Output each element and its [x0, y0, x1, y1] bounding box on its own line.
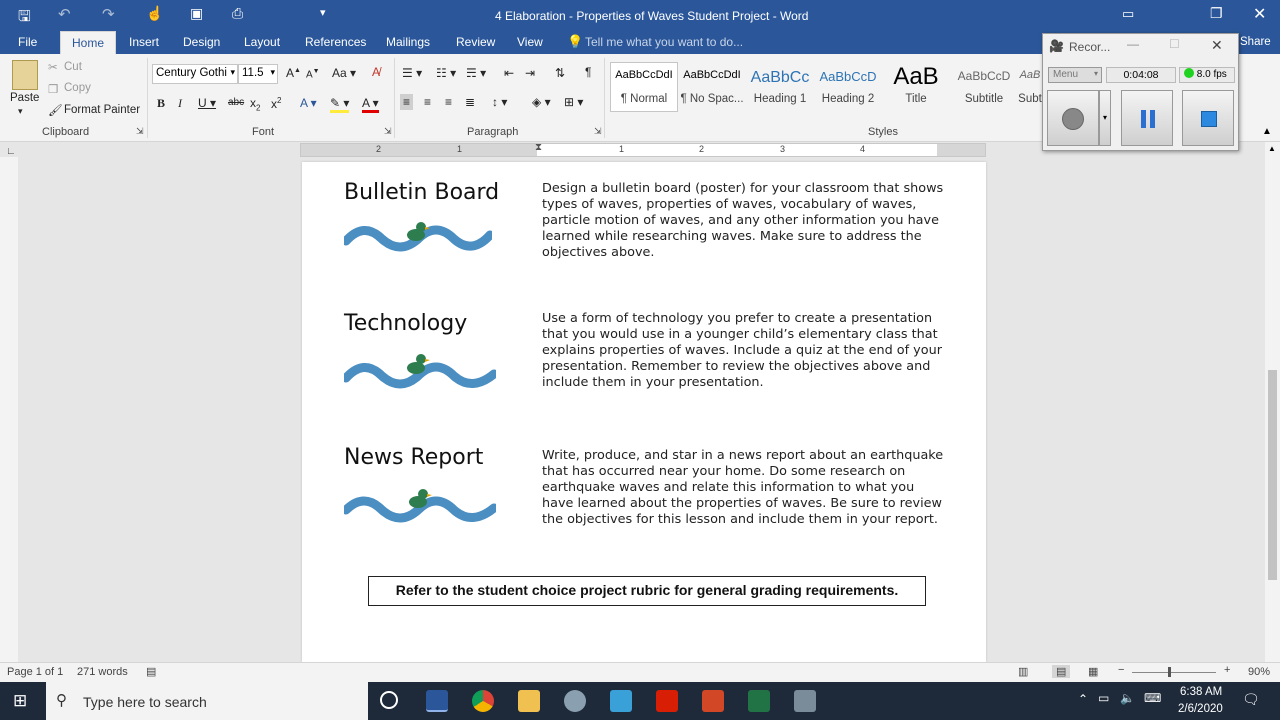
- style-no-spacing[interactable]: [678, 62, 746, 112]
- clock-time[interactable]: 6:38 AM: [1180, 686, 1223, 698]
- style-name: ¶ No Spac...: [680, 93, 744, 105]
- zoom-level[interactable]: 90%: [1248, 666, 1271, 678]
- paste-button[interactable]: Paste: [10, 92, 40, 104]
- copy-button[interactable]: Copy: [64, 82, 91, 94]
- tab-file[interactable]: File: [18, 35, 38, 49]
- style-name: Subt: [1018, 93, 1042, 105]
- style-sample: AaB: [893, 63, 939, 90]
- chevron-down-icon[interactable]: ▾: [230, 67, 235, 77]
- zoom-thumb[interactable]: [1168, 667, 1171, 677]
- taskbar: [0, 682, 1280, 720]
- print-preview-icon[interactable]: ⎙: [232, 5, 244, 21]
- scroll-thumb[interactable]: [1268, 370, 1277, 580]
- web-layout-icon[interactable]: ▦: [1088, 666, 1099, 678]
- section-text: Use a form of technology you prefer to create a presentation that you would use in a younger child’s elementary class that explains properties of waves. Include a quiz at the end of your presentation. Remember to review the objectives above and include them in your presentation.: [542, 311, 942, 390]
- vertical-scrollbar[interactable]: [1265, 142, 1280, 662]
- clipboard-launcher-icon[interactable]: ⇲: [136, 126, 144, 136]
- shrink-font-icon[interactable]: A▼: [306, 68, 320, 81]
- style-sample: AaBbCcD: [957, 69, 1011, 83]
- print-layout-icon[interactable]: ▤: [1052, 665, 1070, 678]
- tab-insert[interactable]: Insert: [129, 35, 160, 49]
- zoom-out-icon[interactable]: −: [1118, 664, 1125, 676]
- highlight-icon[interactable]: ✎ ▾: [330, 96, 349, 113]
- recorder-fps: 8.0 fps: [1196, 69, 1227, 80]
- font-size-value: 11.5: [242, 67, 264, 79]
- rubric-box: Refer to the student choice project rubric for general grading requirements.: [368, 576, 926, 606]
- shading-icon[interactable]: ◈ ▾: [532, 95, 551, 109]
- tab-home[interactable]: Home: [60, 31, 116, 54]
- zoom-in-icon[interactable]: +: [1224, 664, 1231, 676]
- notes-icon[interactable]: [610, 690, 632, 712]
- style-sample: AaBbCcD: [819, 69, 877, 84]
- recorder-title: Recor...: [1069, 40, 1111, 54]
- word-icon[interactable]: [426, 690, 448, 712]
- minimize-icon[interactable]: —: [1127, 37, 1139, 51]
- subscript-icon[interactable]: $x_2$: [250, 96, 261, 113]
- paste-dropdown-icon[interactable]: ▾: [18, 106, 23, 116]
- stop-button[interactable]: [1182, 90, 1234, 146]
- italic-icon[interactable]: I: [178, 96, 182, 110]
- search-icon: ⚲: [56, 692, 67, 709]
- close-icon[interactable]: ✕: [1211, 37, 1223, 53]
- clock-date[interactable]: 2/6/2020: [1178, 703, 1223, 715]
- style-name: ¶ Normal: [620, 93, 668, 105]
- document-page[interactable]: [302, 162, 986, 662]
- style-name: Title: [905, 93, 927, 105]
- style-sample: AaBbCc: [750, 69, 810, 86]
- font-color-icon[interactable]: A ▾: [362, 96, 379, 113]
- tab-references[interactable]: References: [305, 35, 367, 49]
- search-placeholder: Type here to search: [83, 694, 207, 710]
- taskbar-search-box[interactable]: [46, 682, 368, 720]
- style-title[interactable]: [882, 62, 950, 112]
- section-heading: Bulletin Board: [344, 180, 500, 205]
- zoom-slider[interactable]: [1132, 672, 1216, 673]
- font-size-box[interactable]: [238, 64, 278, 84]
- proofing-icon[interactable]: ▤: [146, 666, 157, 678]
- tab-mailings[interactable]: Mailings: [386, 35, 431, 49]
- chrome-icon[interactable]: [472, 690, 494, 712]
- show-hidden-icons[interactable]: ⌃: [1078, 692, 1089, 706]
- redo-icon[interactable]: ↷: [102, 6, 115, 23]
- record-button[interactable]: [1047, 90, 1099, 146]
- recorder-time-display: [1106, 67, 1176, 83]
- recorder-fps-display: [1179, 67, 1235, 83]
- clear-formatting-icon[interactable]: A̸: [372, 65, 381, 79]
- wave-duck-icon: [344, 217, 492, 253]
- lightbulb-icon: 💡: [567, 34, 584, 49]
- justify-icon[interactable]: ≣: [465, 95, 476, 109]
- restore-icon[interactable]: ❐: [1210, 5, 1223, 21]
- show-marks-icon[interactable]: ¶: [585, 65, 592, 79]
- horizontal-ruler[interactable]: [300, 143, 986, 157]
- tab-layout[interactable]: Layout: [244, 35, 281, 49]
- strikethrough-icon[interactable]: abc: [228, 97, 245, 108]
- chevron-down-icon: ▾: [1102, 113, 1107, 122]
- stop-icon: [1201, 111, 1217, 127]
- tab-review[interactable]: Review: [456, 35, 496, 49]
- undo-icon[interactable]: ↶: [58, 6, 71, 23]
- tell-me-box[interactable]: Tell me what you want to do...: [585, 35, 744, 49]
- style-heading-2[interactable]: [814, 62, 882, 112]
- record-icon: [1062, 108, 1084, 130]
- recorder-taskbar-icon[interactable]: [794, 690, 816, 712]
- superscript-icon[interactable]: $x^2$: [271, 96, 282, 111]
- font-group-label: Font: [252, 126, 275, 138]
- tab-selector-icon[interactable]: ∟: [6, 146, 16, 157]
- pause-button[interactable]: [1121, 90, 1173, 146]
- format-painter-button[interactable]: Format Painter: [64, 104, 141, 116]
- recorder-menu-button[interactable]: [1048, 67, 1102, 83]
- ruler-number: 2: [699, 144, 705, 154]
- touch-mode-icon[interactable]: ☝: [146, 5, 164, 21]
- record-options-button[interactable]: [1099, 90, 1111, 146]
- maximize-icon[interactable]: ☐: [1169, 37, 1180, 51]
- recorder-app-icon: 🎥: [1049, 39, 1064, 53]
- notifications-icon[interactable]: 🗨: [1242, 691, 1260, 707]
- styles-group-label: Styles: [868, 126, 898, 138]
- indent-marker-icon[interactable]: ⧗: [535, 142, 543, 153]
- title-bar: [0, 0, 1280, 31]
- tab-view[interactable]: View: [517, 35, 543, 49]
- chevron-down-icon: ▾: [1093, 69, 1098, 78]
- section-text: Write, produce, and star in a news report about an earthquake that has occurred near your home. Do some research on earthquake waves and relate this information to what you have learned about the properties of waves. Be sure to review the objectives for this lesson and include them in your report.: [542, 448, 944, 527]
- section-heading: Technology: [344, 311, 468, 336]
- powerpoint-icon[interactable]: [702, 690, 724, 712]
- cut-icon[interactable]: ✂: [48, 62, 58, 74]
- word-count[interactable]: 271 words: [77, 666, 128, 678]
- style-name: Subtitle: [964, 93, 1004, 105]
- style-sample: AaB: [1019, 69, 1041, 81]
- section-heading: News Report: [344, 445, 484, 470]
- underline-icon[interactable]: U ▾: [198, 96, 217, 110]
- style-sample: AaBbCcDdI: [615, 69, 673, 81]
- status-bar: [0, 662, 1280, 682]
- share-button[interactable]: Share: [1240, 36, 1271, 48]
- style-name: Heading 1: [753, 93, 807, 105]
- windows-start-icon[interactable]: ⊞: [13, 691, 28, 710]
- ruler-number: 1: [457, 144, 463, 154]
- section-text: Design a bulletin board (poster) for your classroom that shows types of waves, properties of waves, vocabulary of waves, particle motion of waves, and any other information you have learned while researching waves. Make sure to address the objectives above.: [542, 181, 944, 260]
- bold-icon[interactable]: B: [157, 96, 166, 110]
- paragraph-launcher-icon[interactable]: ⇲: [594, 126, 602, 136]
- style-normal[interactable]: [610, 62, 678, 112]
- tab-design[interactable]: Design: [183, 35, 221, 49]
- chevron-down-icon[interactable]: ▾: [270, 67, 275, 77]
- clipboard-group-label: Clipboard: [42, 126, 90, 138]
- paragraph-group-label: Paragraph: [467, 126, 519, 138]
- numbering-icon[interactable]: ☷ ▾: [436, 66, 457, 80]
- align-left-icon[interactable]: ≡: [400, 94, 413, 110]
- paste-icon[interactable]: [12, 60, 38, 90]
- wave-duck-icon: [344, 484, 496, 524]
- bullets-icon[interactable]: ☰ ▾: [402, 66, 423, 80]
- recorder-window: [1042, 33, 1239, 151]
- scroll-up-icon[interactable]: ▲: [1268, 144, 1276, 153]
- decrease-indent-icon[interactable]: ⇤: [504, 66, 515, 80]
- cut-button[interactable]: Cut: [64, 61, 82, 73]
- line-spacing-icon[interactable]: ↕ ▾: [492, 95, 508, 109]
- recorder-menu-label: Menu: [1053, 69, 1079, 80]
- cortana-icon[interactable]: [380, 691, 398, 709]
- multilevel-list-icon[interactable]: ☴ ▾: [466, 66, 487, 80]
- text-effects-icon[interactable]: A ▾: [300, 96, 317, 110]
- increase-indent-icon[interactable]: ⇥: [525, 66, 536, 80]
- ruler-number: 2: [376, 144, 382, 154]
- copy-icon[interactable]: ❐: [48, 84, 59, 96]
- excel-icon[interactable]: [748, 690, 770, 712]
- pause-icon: [1141, 110, 1155, 128]
- format-painter-icon[interactable]: 🖌: [48, 105, 63, 117]
- style-subtitle[interactable]: [950, 62, 1018, 112]
- acrobat-icon[interactable]: [656, 690, 678, 712]
- save-icon[interactable]: 🖫: [18, 8, 31, 25]
- collapse-ribbon-icon[interactable]: ▲: [1262, 126, 1272, 137]
- read-mode-icon[interactable]: ▥: [1018, 666, 1029, 678]
- borders-icon[interactable]: ⊞ ▾: [564, 95, 584, 109]
- recorder-time: 0:04:08: [1123, 69, 1159, 81]
- vertical-ruler[interactable]: [0, 157, 18, 662]
- close-icon[interactable]: ✕: [1253, 6, 1267, 23]
- font-name-value: Century Gothi: [156, 67, 227, 79]
- font-launcher-icon[interactable]: ⇲: [384, 126, 392, 136]
- font-name-box[interactable]: [152, 64, 238, 84]
- grow-font-icon[interactable]: A▲: [286, 66, 301, 80]
- volume-icon[interactable]: 🔈: [1120, 691, 1135, 705]
- align-right-icon[interactable]: ≡: [445, 95, 453, 109]
- clipboard-qa-icon[interactable]: ▣: [190, 5, 204, 21]
- style-sample: AaBbCcDdI: [683, 69, 741, 81]
- style-name: Heading 2: [821, 93, 875, 105]
- sort-icon[interactable]: ⇅: [555, 66, 566, 80]
- ruler-number: 1: [619, 144, 625, 154]
- ribbon-display-icon[interactable]: ▭: [1122, 6, 1135, 21]
- window-title: 4 Elaboration - Properties of Waves Student Project - Word: [495, 9, 809, 23]
- network-icon[interactable]: ▭: [1098, 691, 1110, 705]
- align-center-icon[interactable]: ≡: [424, 95, 432, 109]
- recording-status-icon: [1184, 68, 1194, 78]
- page-count[interactable]: Page 1 of 1: [7, 666, 64, 678]
- style-heading-1[interactable]: [746, 62, 814, 112]
- ruler-number: 4: [860, 144, 866, 154]
- ruler-number: 3: [780, 144, 786, 154]
- change-case-icon[interactable]: Aa ▾: [332, 66, 357, 80]
- style-subtle[interactable]: [1016, 62, 1044, 112]
- file-explorer-icon[interactable]: [518, 690, 540, 712]
- app-icon[interactable]: [564, 690, 586, 712]
- wave-duck-icon: [344, 344, 496, 390]
- keyboard-icon[interactable]: ⌨: [1144, 691, 1162, 705]
- customize-qat-icon[interactable]: ▾: [320, 7, 326, 19]
